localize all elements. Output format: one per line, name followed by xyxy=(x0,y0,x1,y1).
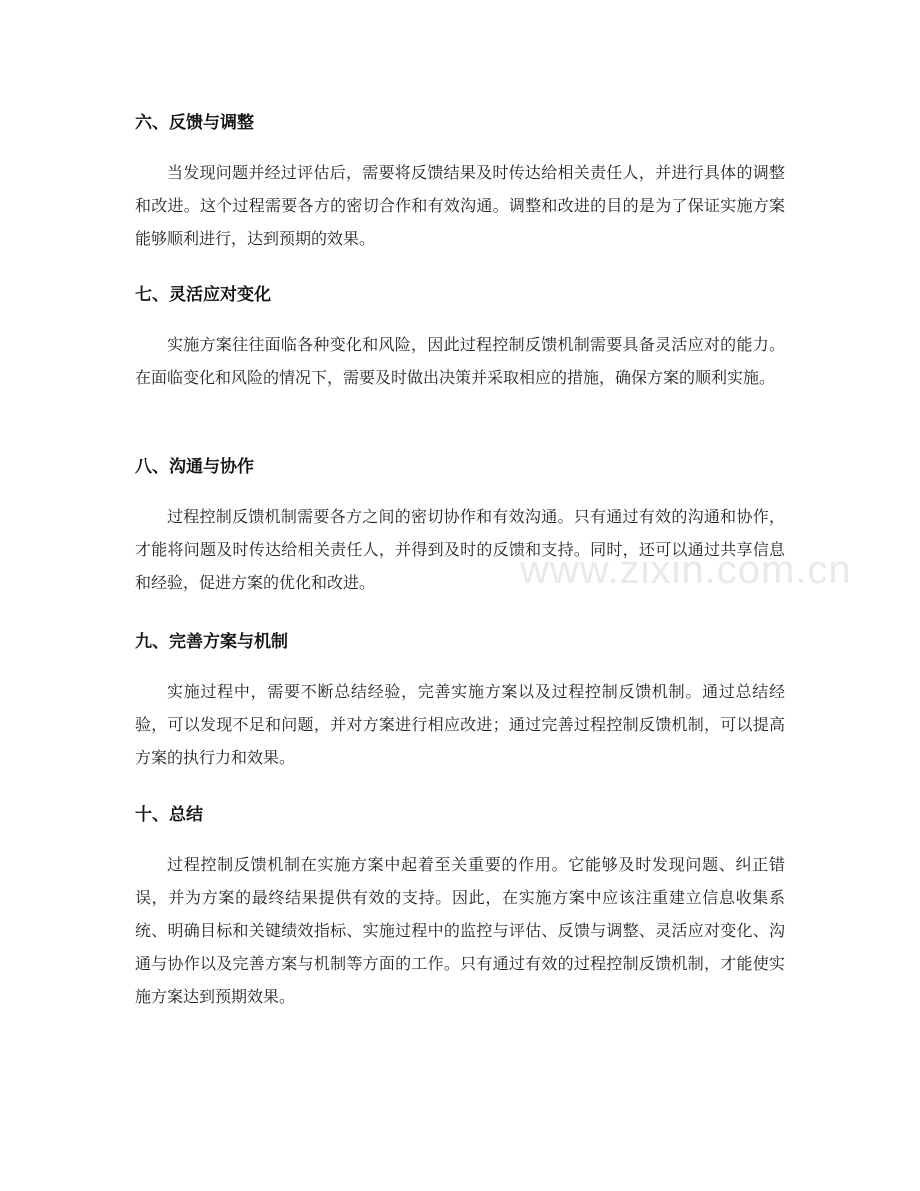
section-heading: 六、反馈与调整 xyxy=(135,113,254,133)
section-heading: 八、沟通与协作 xyxy=(135,457,254,477)
section-summary xyxy=(135,804,785,1013)
section-paragraph: 过程控制反馈机制在实施方案中起着至关重要的作用。它能够及时发现问题、纠正错误，并为方案的最终结果提供有效的支持。因此，在实施方案中应该注重建立信息收集系统、明确目标和关键绩效指标、实施过程中的监控与评估、反馈与调整、灵活应对变化、沟通与协作以及完善方案与机制等方面的工作。只有通过有效的过程控制反馈机制，才能使实施方案达到预期效果。 xyxy=(135,855,785,1006)
section-paragraph: 实施过程中，需要不断总结经验，完善实施方案以及过程控制反馈机制。通过总结经验，可以发现不足和问题，并对方案进行相应改进；通过完善过程控制反馈机制，可以提高方案的执行力和效果。 xyxy=(135,682,785,767)
section-heading: 九、完善方案与机制 xyxy=(135,632,288,652)
section-heading: 十、总结 xyxy=(135,805,203,825)
section-flexible-response xyxy=(135,284,785,394)
section-heading: 七、灵活应对变化 xyxy=(135,285,271,305)
section-paragraph: 实施方案往往面临各种变化和风险，因此过程控制反馈机制需要具备灵活应对的能力。在面临变化和风险的情况下，需要及时做出决策并采取相应的措施，确保方案的顺利实施。 xyxy=(135,335,785,387)
section-improve-plan-mechanism xyxy=(135,631,785,774)
watermark: www.zixin.com.cn xyxy=(520,548,852,592)
section-paragraph: 当发现问题并经过评估后，需要将反馈结果及时传达给相关责任人，并进行具体的调整和改进。这个过程需要各方的密切合作和有效沟通。调整和改进的目的是为了保证实施方案能够顺利进行，达到预期的效果。 xyxy=(135,163,785,248)
section-paragraph: 过程控制反馈机制需要各方之间的密切协作和有效沟通。只有通过有效的沟通和协作，才能将问题及时传达给相关责任人，并得到及时的反馈和支持。同时，还可以通过共享信息和经验，促进方案的优化和改进。 xyxy=(135,507,785,592)
section-feedback-adjustment xyxy=(135,112,785,255)
